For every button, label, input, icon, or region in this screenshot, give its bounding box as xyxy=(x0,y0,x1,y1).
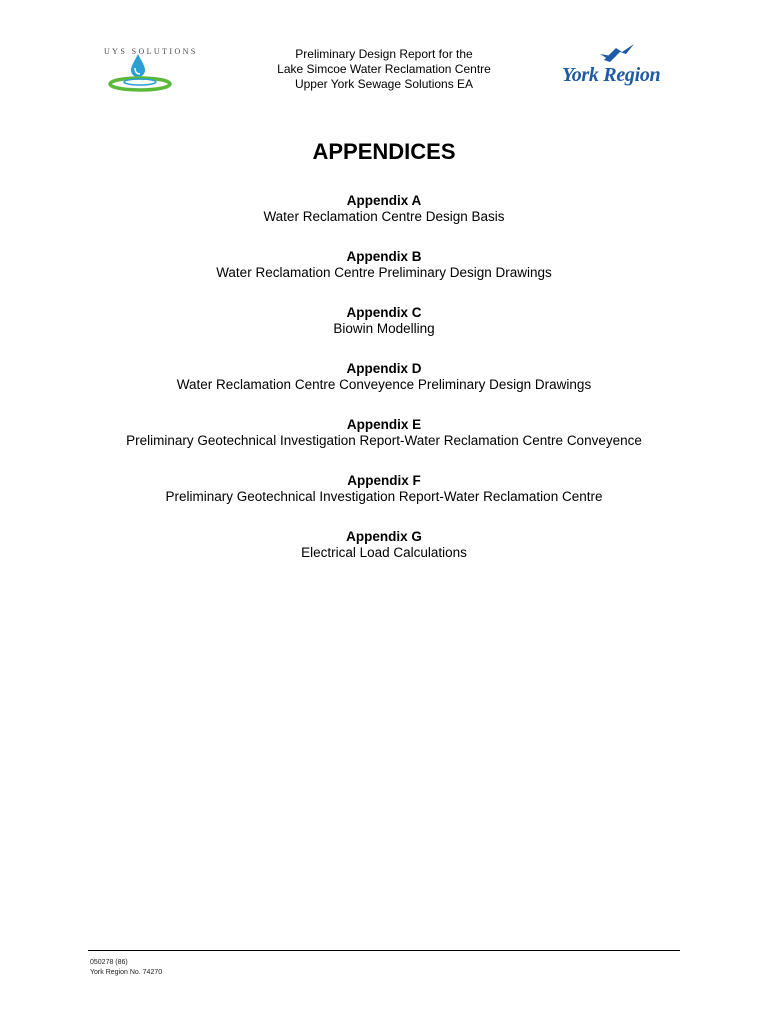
header-line-3: Upper York Sewage Solutions EA xyxy=(294,77,474,91)
uys-solutions-logo xyxy=(100,40,210,98)
appendix-c xyxy=(0,305,768,361)
page-title: APPENDICES xyxy=(312,139,456,164)
appendix-g xyxy=(0,529,768,585)
page-header xyxy=(0,0,768,110)
appendix-label: Appendix G xyxy=(346,529,422,544)
appendix-label: Appendix D xyxy=(346,361,422,376)
appendix-label: Appendix C xyxy=(346,305,422,320)
appendix-e xyxy=(0,417,768,473)
appendix-label: Appendix A xyxy=(346,193,422,208)
footer-region-number: York Region No. 74270 xyxy=(90,969,163,976)
appendix-description: Preliminary Geotechnical Investigation Report-Water Reclamation Centre Conveyence xyxy=(126,433,642,448)
report-header-text xyxy=(234,47,534,92)
uys-solutions-logo-text: UYS SOLUTIONS xyxy=(104,47,198,56)
appendix-list xyxy=(0,193,768,585)
appendix-label: Appendix F xyxy=(347,473,421,488)
page-footer xyxy=(90,958,162,978)
appendix-label: Appendix E xyxy=(346,417,422,432)
appendix-description: Water Reclamation Centre Conveyence Preliminary Design Drawings xyxy=(176,377,592,392)
appendix-a xyxy=(0,193,768,249)
appendix-description: Biowin Modelling xyxy=(333,321,435,336)
york-region-bird-icon xyxy=(560,42,684,66)
footer-divider xyxy=(88,950,680,951)
header-line-1: Preliminary Design Report for the xyxy=(295,47,473,61)
appendix-description: Electrical Load Calculations xyxy=(301,545,467,560)
appendix-label: Appendix B xyxy=(346,249,422,264)
appendix-description: Water Reclamation Centre Design Basis xyxy=(263,209,505,224)
footer-project-number: 050278 (86) xyxy=(90,959,128,966)
appendix-description: Water Reclamation Centre Preliminary Design Drawings xyxy=(216,265,552,280)
appendix-d xyxy=(0,361,768,417)
york-region-logo xyxy=(560,42,684,92)
appendix-description: Preliminary Geotechnical Investigation Report-Water Reclamation Centre xyxy=(165,489,603,504)
header-line-2: Lake Simcoe Water Reclamation Centre xyxy=(277,62,491,76)
appendix-b xyxy=(0,249,768,305)
york-region-logo-text: York Region xyxy=(562,64,661,86)
appendix-f xyxy=(0,473,768,529)
